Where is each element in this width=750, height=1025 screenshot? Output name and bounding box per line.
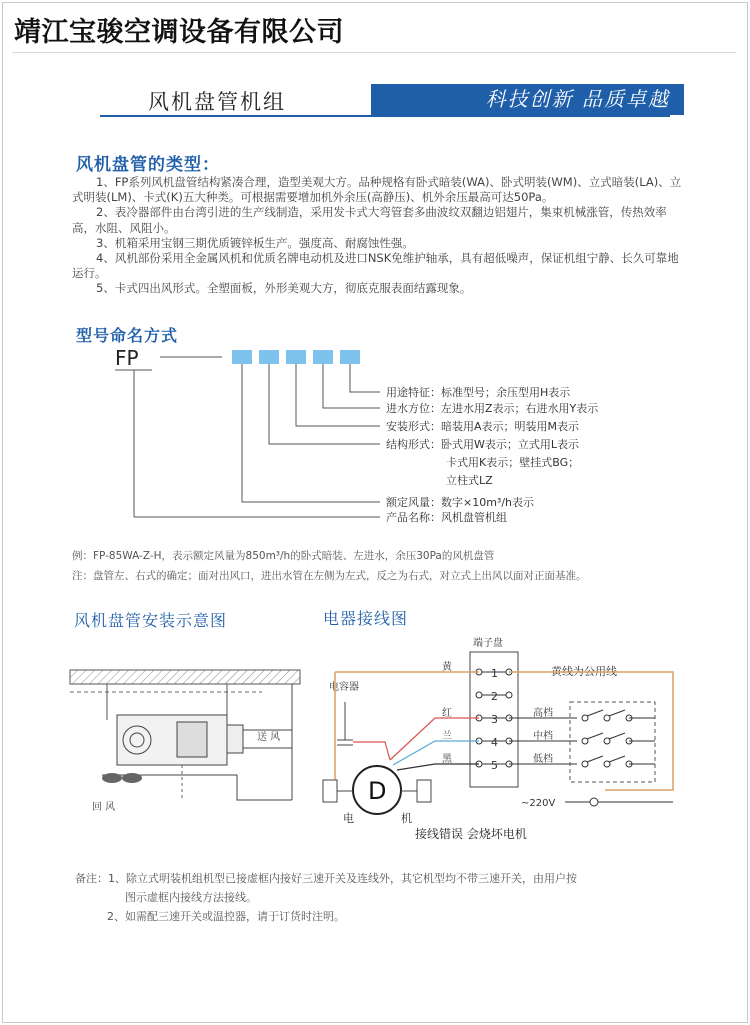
- ceiling-slab: [70, 670, 300, 684]
- svg-text:5: 5: [491, 759, 498, 772]
- company-name: 靖江宝骏空调设备有限公司: [14, 17, 344, 48]
- coil-block: [177, 722, 207, 757]
- code-box: [232, 350, 252, 364]
- svg-text:1: 1: [491, 667, 498, 680]
- naming-label: 用途特征：标准型号；余压型用H表示: [386, 386, 571, 399]
- code-box: [259, 350, 279, 364]
- types-item: 3、机箱采用宝钢三期优质镀锌板生产。强度高、耐腐蚀性强。: [96, 235, 414, 250]
- leader-line: [296, 364, 380, 426]
- wire-yellow-label: 黄: [442, 662, 452, 673]
- terminal-3: [476, 713, 512, 726]
- types-item: 2、表冷器部件由台湾引进的生产线制造，采用发卡式大弯管套多曲波纹双翻边铝翅片，集束机械涨管，传热效率高，水阻、风阻小。: [72, 205, 667, 235]
- naming-label: 额定风量：数字×10m³/h表示: [386, 496, 535, 509]
- install-diagram: [62, 660, 312, 820]
- svg-text:电容器: 电容器: [329, 682, 359, 693]
- wire-blue-label: 兰: [442, 731, 452, 742]
- svg-text:4: 4: [491, 736, 498, 749]
- install-heading: 风机盘管安装示意图: [74, 611, 228, 630]
- header-divider: [12, 52, 736, 53]
- naming-example: 例：FP-85WA-Z-H，表示额定风量为850m³/h的卧式暗装、左进水，余压30Pa的风机盘管: [72, 550, 495, 562]
- supply-air-label: 送 风: [257, 732, 281, 743]
- wire-black-label: 黑: [442, 754, 452, 765]
- naming-label: 卡式用K表示；壁挂式BG；: [446, 456, 580, 469]
- wiring-heading: 电器接线图: [323, 609, 409, 628]
- voltage-label: ~220V: [521, 798, 556, 809]
- return-air-label: 回 风: [92, 802, 116, 813]
- low-speed-label: 低档: [533, 754, 553, 765]
- terminal-block-label: 端子盘: [473, 638, 503, 649]
- remark-line-3: 2、如需配三速开关或温控器，请于订货时注明。: [107, 910, 345, 923]
- motor-label-left: 电: [343, 812, 354, 825]
- common-line-label: 黄线为公用线: [551, 665, 617, 678]
- power-plug: [590, 798, 598, 806]
- leader-line: [350, 364, 380, 392]
- motor-fan-right: [417, 780, 431, 802]
- svg-text:2: 2: [491, 690, 498, 703]
- terminal-4: [476, 736, 512, 749]
- types-item: 1、FP系列风机盘管结构紧凑合理，造型美观大方。品种规格有卧式暗装(WA)、卧式明装(WM)、立式暗装(LA)、立式明装(LM)、卡式(K)五大种类。可根据需要增加机外余压(高静压)、机外余压最高可达50Pa。: [72, 175, 682, 205]
- product-title: 风机盘管机组: [148, 90, 286, 114]
- slogan-banner: 科技创新 品质卓越: [371, 84, 684, 115]
- terminal-5: [476, 759, 512, 772]
- terminal-2: [476, 690, 512, 703]
- wiring-diagram: [315, 630, 695, 850]
- wire-red-label: 红: [442, 708, 452, 719]
- leader-line: [269, 364, 380, 444]
- fan-coil-unit: [117, 715, 227, 765]
- types-item: 4、风机部份采用全金属风机和优质名牌电动机及进口NSK免维护轴承，具有超低噪声，保证机组宁静、长久可靠地运行。: [72, 251, 679, 281]
- naming-label: 产品名称：风机盘管机组: [386, 511, 507, 524]
- naming-label: 进水方位：左进水用Z表示；右进水用Y表示: [386, 402, 599, 415]
- code-box: [340, 350, 360, 364]
- naming-heading: 型号命名方式: [76, 326, 179, 345]
- types-heading: 风机盘管的类型：: [76, 155, 220, 175]
- code-box: [313, 350, 333, 364]
- types-item: 5、卡式四出风形式。全塑面板，外形美观大方，彻底克服表面结露现象。: [96, 281, 472, 296]
- naming-note: 注：盘管左、右式的确定；面对出风口，进出水管在左侧为左式，反之为右式，对立式上出风以面对正面基准。: [72, 570, 587, 582]
- outlet: [227, 725, 243, 753]
- naming-label: 立柱式LZ: [446, 474, 493, 487]
- high-speed-label: 高档: [533, 708, 553, 719]
- motor-fan-left: [323, 780, 337, 802]
- terminal-1: [476, 667, 512, 680]
- svg-text:3: 3: [491, 713, 498, 726]
- motor-symbol: D: [368, 777, 387, 805]
- capacitor-label: [329, 680, 359, 693]
- code-box: [286, 350, 306, 364]
- motor-label-right: 机: [401, 812, 412, 825]
- remark-line-2: 图示虚框内接线方法接线。: [125, 891, 257, 904]
- mid-speed-label: 中档: [533, 731, 553, 742]
- leader-line: [242, 364, 380, 502]
- types-list: [72, 175, 682, 297]
- wire-black: [397, 764, 479, 770]
- return-grille: [102, 773, 122, 783]
- speed-switch: [582, 710, 655, 767]
- model-naming-diagram: [0, 340, 750, 530]
- naming-label: 结构形式：卧式用W表示；立式用L表示: [386, 438, 580, 451]
- wiring-warning: 接线错误 会烧坏电机: [415, 827, 527, 841]
- model-prefix: FP: [115, 346, 139, 370]
- title-underline: [100, 115, 670, 117]
- leader-line: [323, 364, 380, 408]
- naming-label: 安装形式：暗装用A表示；明装用M表示: [386, 420, 580, 433]
- wire-red: [353, 742, 390, 760]
- remark-line-1: 备注：1、除立式明装机组机型已接虚框内接好三速开关及连线外，其它机型均不带三速开关，由用户按: [75, 872, 577, 885]
